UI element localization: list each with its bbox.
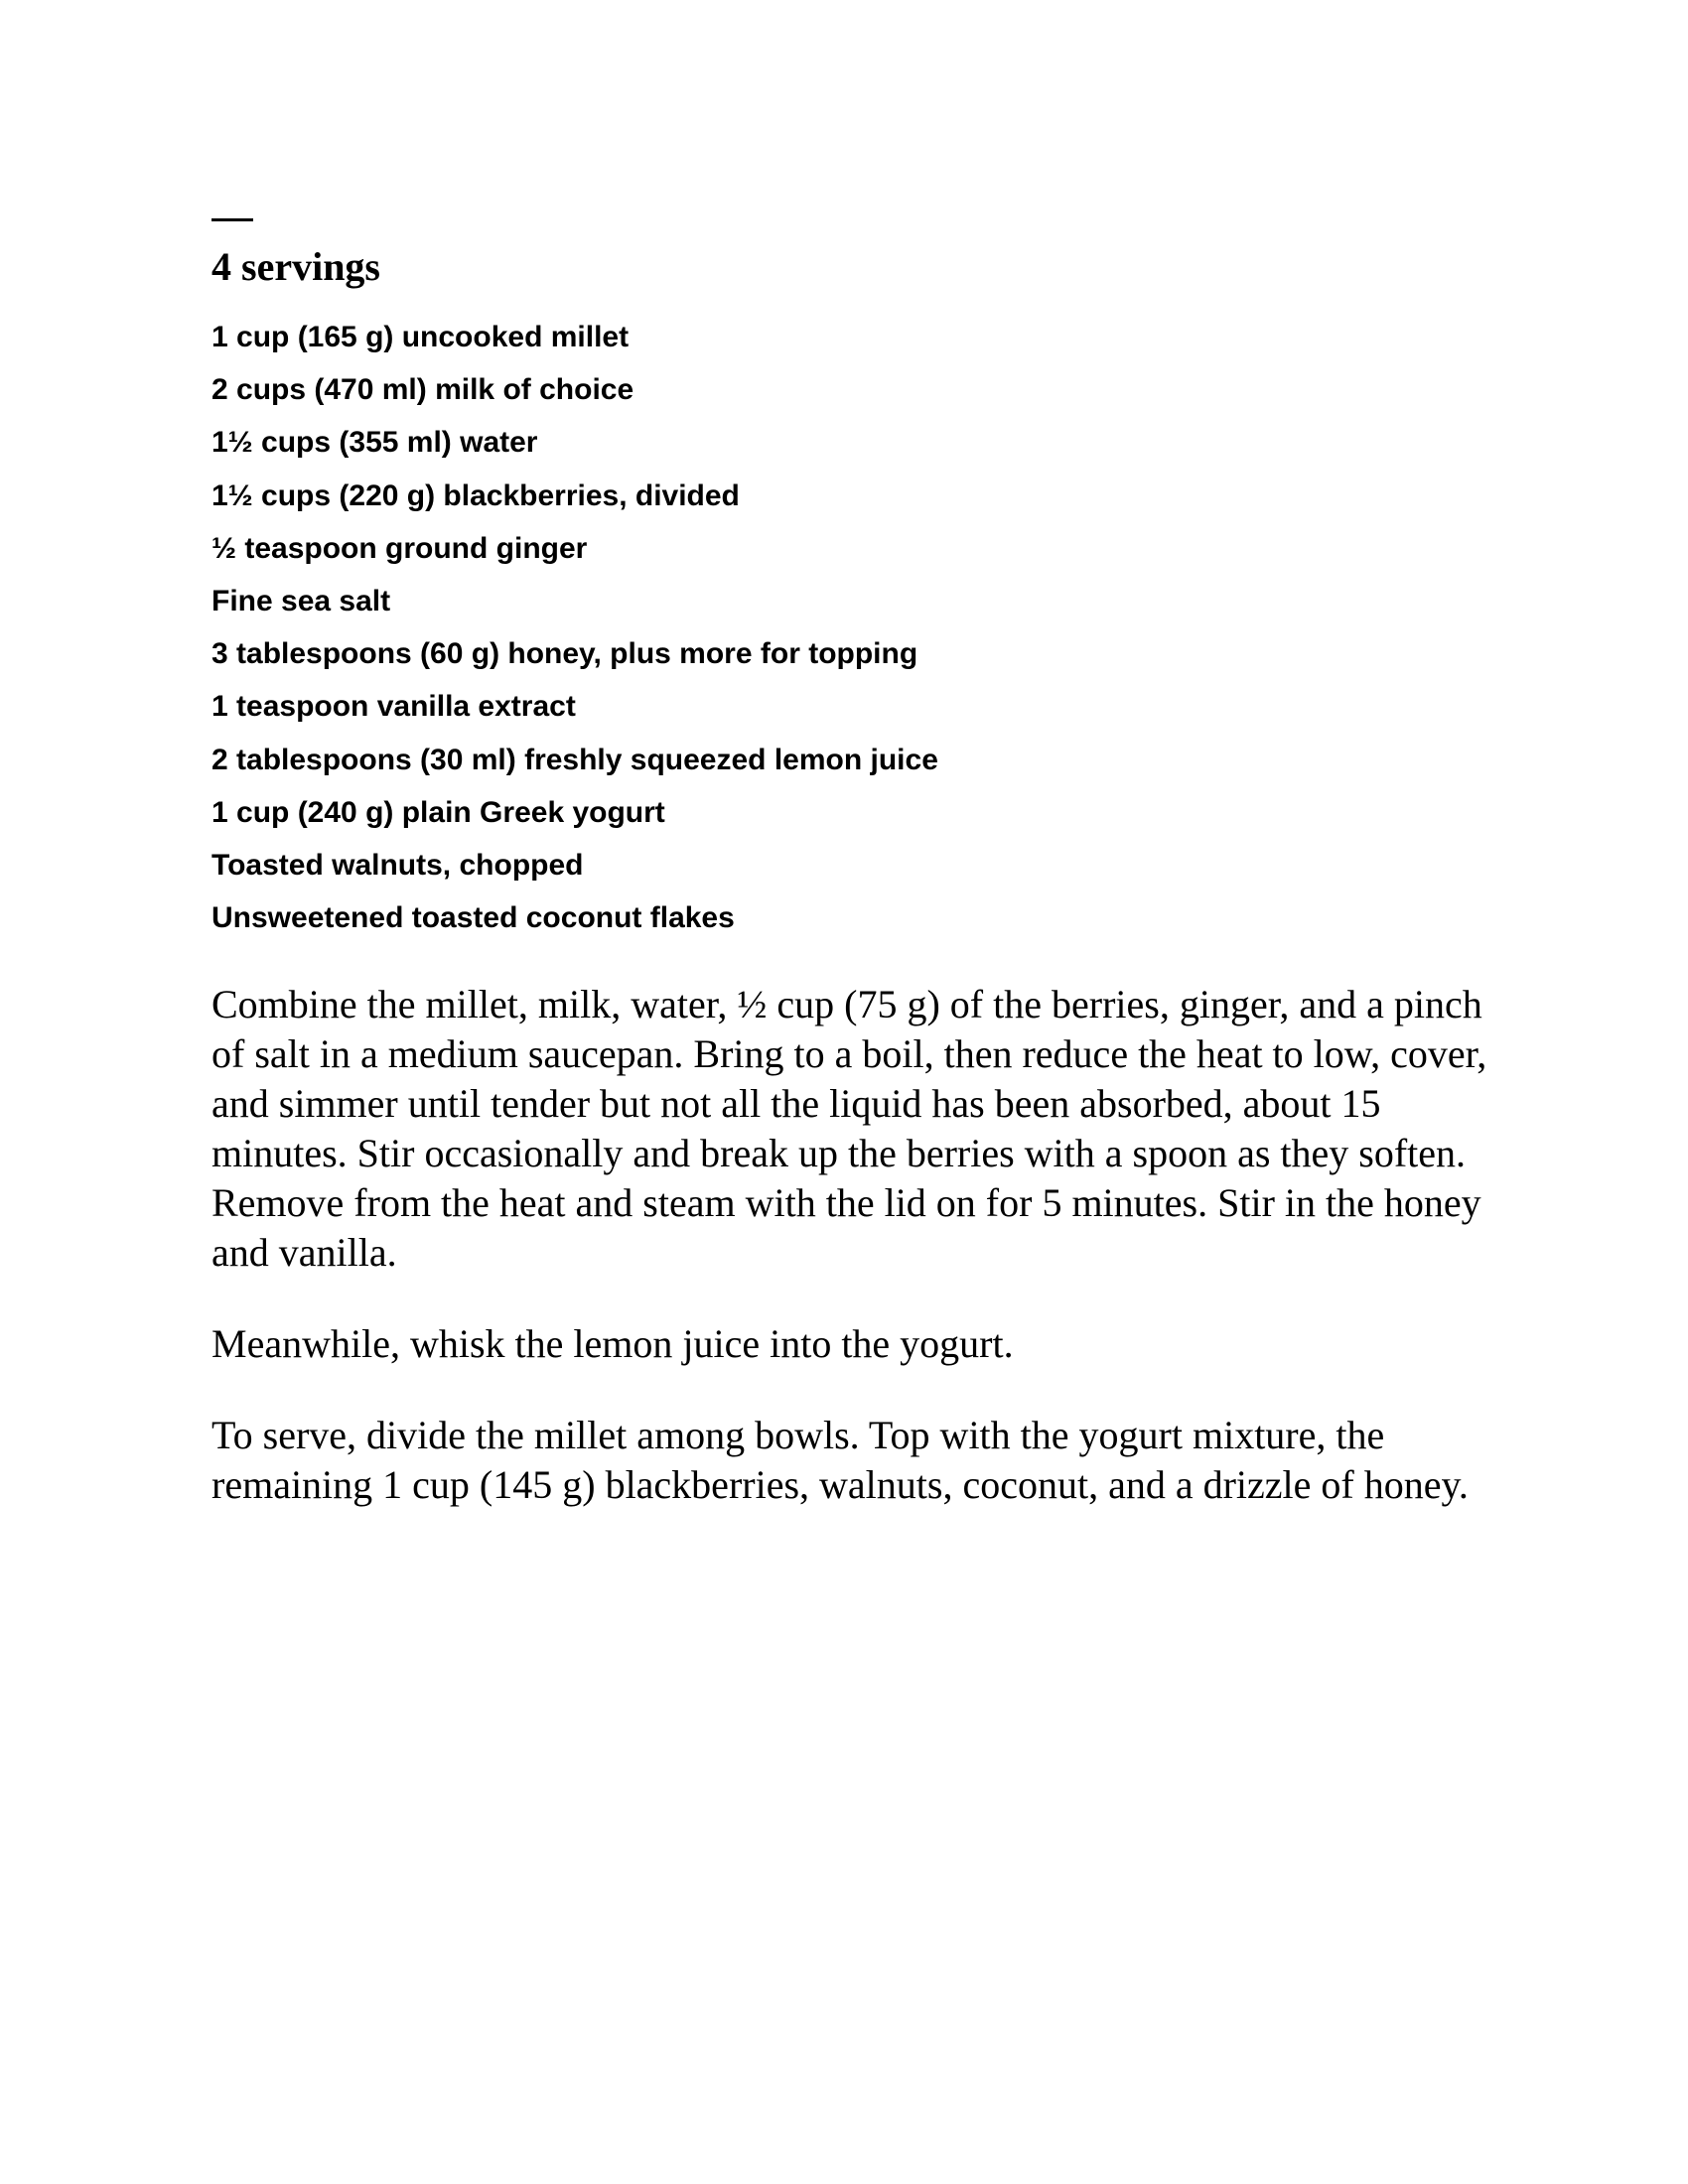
ingredient-item: Fine sea salt [211,585,391,618]
ingredient-item: 1 cup (165 g) uncooked millet [211,321,630,353]
instruction-step: To serve, divide the millet among bowls. Top with the yogurt mixture, the remaining 1 cup (145 g) blackberries, walnuts, coconut, and a drizzle of honey. [211,1413,1469,1508]
servings-heading: 4 servings [211,244,380,289]
ingredient-item: 2 cups (470 ml) milk of choice [211,373,634,407]
ingredient-item: Unsweetened toasted coconut flakes [211,901,735,935]
instructions [211,980,1502,1510]
ingredient-item: 1½ cups (220 g) blackberries, divided [211,478,740,512]
ingredient-item: 2 tablespoons (30 ml) freshly squeezed lemon juice [211,743,938,776]
ingredient-item: 1½ cups (355 ml) water [211,426,538,460]
section-divider [211,218,253,221]
ingredient-item: 1 teaspoon vanilla extract [211,690,576,724]
ingredient-item: 1 cup (240 g) plain Greek yogurt [211,795,665,829]
instruction-step: Meanwhile, whisk the lemon juice into the yogurt. [211,1321,1014,1367]
ingredient-item: Toasted walnuts, chopped [211,849,584,883]
instruction-step: Combine the millet, milk, water, ½ cup (75 g) of the berries, ginger, and a pinch of salt in a medium saucepan. Bring to a boil, then reduce the heat to low, cover, and simmer until tender but not all the liquid has been absorbed, about 15 minutes. Stir occasionally and break up the berries with a spoon as they soften. Remove from the heat and steam with the lid on for 5 minutes. Stir in the honey and vanilla. [211,982,1487,1276]
ingredient-list [211,311,1502,944]
ingredient-item: ½ teaspoon ground ginger [211,531,588,565]
ingredient-item: 3 tablespoons (60 g) honey, plus more for topping [211,637,918,671]
recipe-page [211,218,1502,1552]
